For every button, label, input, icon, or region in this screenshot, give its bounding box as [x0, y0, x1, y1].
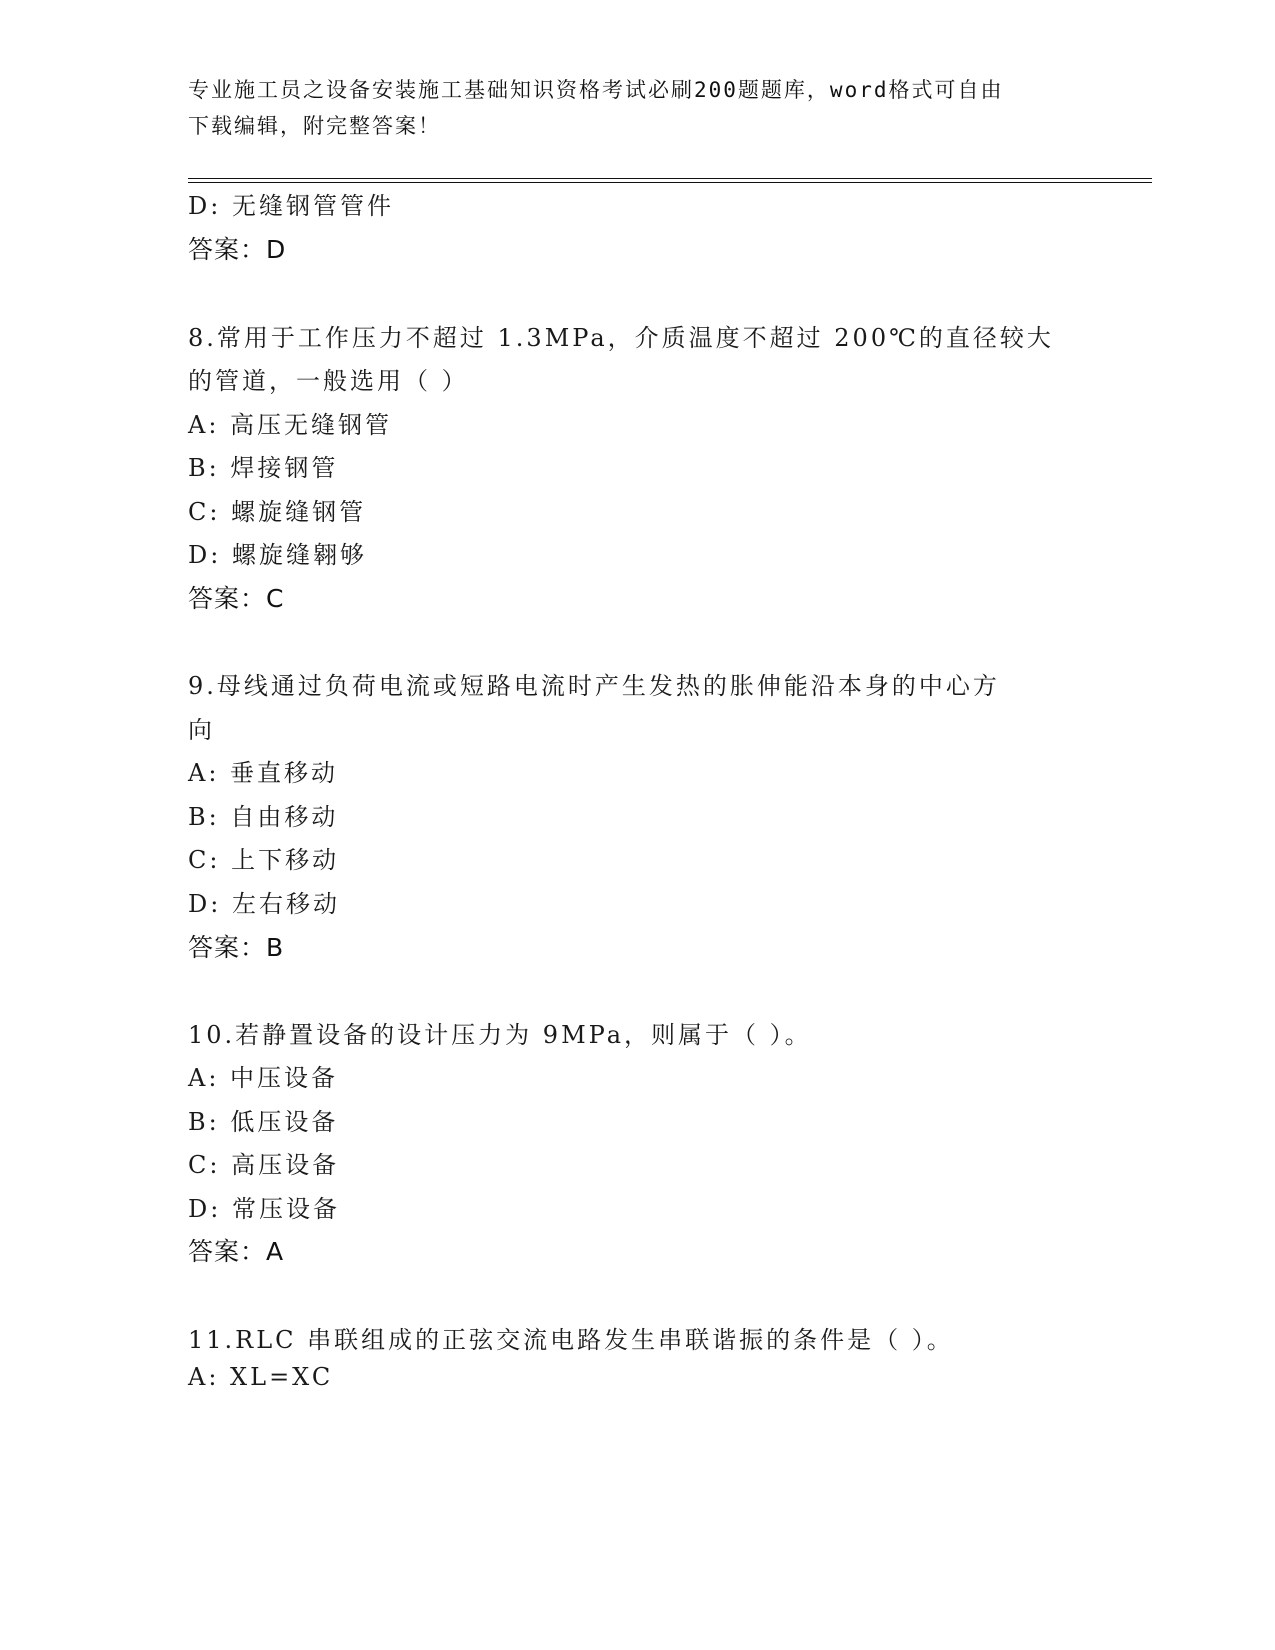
question-11-stem: 11.RLC 串联组成的正弦交流电路发生串联谐振的条件是（ ）。 [188, 1326, 954, 1354]
question-8-answer: 答案：C [188, 584, 285, 613]
question-10-answer: 答案：A [188, 1237, 285, 1266]
question-9-answer: 答案：B [188, 933, 285, 962]
question-9-option-c: C: 上下移动 [188, 846, 340, 874]
header-title-line-1: 专业施工员之设备安装施工基础知识资格考试必刷200题题库，word格式可自由 [188, 78, 1004, 102]
question-8-option-d: D: 螺旋缝翱够 [188, 541, 367, 569]
question-8-stem-line-2: 的管道，一般选用（ ） [188, 367, 469, 395]
question-9-option-b: B: 自由移动 [188, 803, 339, 831]
question-9-option-a: A: 垂直移动 [188, 759, 339, 787]
question-8-option-a: A: 高压无缝钢管 [188, 411, 393, 439]
question-11-option-a: A: XL=XC [188, 1363, 334, 1391]
document-header [188, 72, 1068, 144]
question-10-option-a: A: 中压设备 [188, 1064, 339, 1092]
prev-question-option-d: D: 无缝钢管管件 [188, 192, 394, 220]
question-9-stem-line-1: 9.母线通过负荷电流或短路电流时产生发热的胀伸能沿本身的中心方 [188, 672, 1000, 700]
question-10-option-b: B: 低压设备 [188, 1108, 339, 1136]
question-9-option-d: D: 左右移动 [188, 890, 340, 918]
prev-question-answer: 答案：D [188, 235, 287, 264]
question-10-stem: 10.若静置设备的设计压力为 9MPa，则属于（ ）。 [188, 1021, 812, 1049]
question-8-option-c: C: 螺旋缝钢管 [188, 498, 367, 526]
question-10-option-c: C: 高压设备 [188, 1151, 340, 1179]
header-divider-bottom [188, 182, 1152, 183]
header-title-line-2: 下载编辑，附完整答案！ [188, 114, 441, 138]
header-divider-top [188, 178, 1152, 179]
question-8-option-b: B: 焊接钢管 [188, 454, 339, 482]
question-9-stem-line-2: 向 [188, 716, 215, 744]
question-10-option-d: D: 常压设备 [188, 1195, 340, 1223]
question-8-stem-line-1: 8.常用于工作压力不超过 1.3MPa，介质温度不超过 200℃的直径较大 [188, 324, 1054, 352]
